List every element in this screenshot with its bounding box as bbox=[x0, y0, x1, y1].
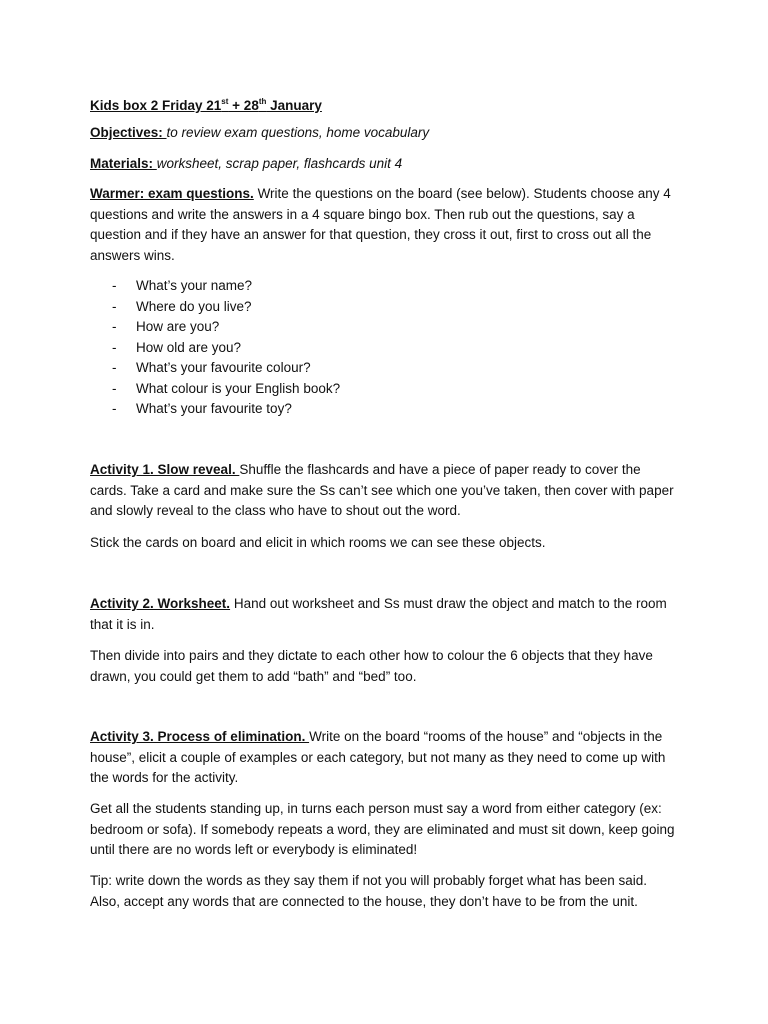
objectives-label: Objectives: bbox=[90, 125, 167, 140]
dash-bullet-icon: - bbox=[112, 401, 117, 416]
activity2-heading: Activity 2. Worksheet. bbox=[90, 596, 231, 611]
activity3-paragraph-2: Get all the students standing up, in turns each person must say a word from either category (ex: bedroom or sofa). If somebody repeats a word, they are eliminated and must sit down, keep going until there are no words left or everybody is eliminated! bbox=[90, 801, 675, 857]
title-text-end: January bbox=[266, 98, 322, 113]
activity3-tip: Tip: write down the words as they say them if not you will probably forget what has been said. Also, accept any words that are connected to the house, they don’t have to be from the unit. bbox=[90, 873, 648, 909]
dash-bullet-icon: - bbox=[112, 319, 117, 334]
dash-bullet-icon: - bbox=[112, 339, 117, 355]
dash-bullet-icon: - bbox=[112, 380, 117, 396]
activity3-paragraph bbox=[90, 727, 680, 789]
materials-line bbox=[90, 154, 680, 175]
activity3-text: Write on the board “rooms of the house” and “objects in the house”, elicit a couple of examples or each category, but not many as they need to come up with the words for the activity. bbox=[90, 729, 666, 785]
page-title bbox=[90, 92, 680, 117]
materials-text: worksheet, scrap paper, flashcards unit 4 bbox=[156, 156, 403, 171]
dash-bullet-icon: - bbox=[112, 360, 117, 375]
warmer-text: Write the questions on the board (see below). Students choose any 4 questions and write the answers in a 4 square bingo box. Then rub out the questions, say a question and if they have an answer for that question, they cross it out, first to cross out all the answers wins. bbox=[90, 186, 671, 263]
objectives-line bbox=[90, 123, 680, 144]
dash-bullet-icon: - bbox=[112, 298, 117, 314]
title-text: Kids box 2 Friday 21 bbox=[90, 98, 222, 113]
objectives-text: to review exam questions, home vocabulary bbox=[166, 125, 430, 140]
activity2-paragraph bbox=[90, 594, 680, 635]
list-item: - How are you? bbox=[112, 317, 672, 338]
dash-bullet-icon: - bbox=[112, 278, 117, 293]
activity1-paragraph bbox=[90, 460, 680, 522]
list-item: - What colour is your English book? bbox=[112, 379, 672, 400]
list-item: - How old are you? bbox=[112, 338, 672, 359]
list-item: - Where do you live? bbox=[112, 297, 672, 318]
activity3-heading: Activity 3. Process of elimination. bbox=[90, 729, 310, 744]
activity2-paragraph-2: Then divide into pairs and they dictate to each other how to colour the 6 objects that they have drawn, you could get them to add “bath” and “bed” too. bbox=[90, 648, 653, 684]
activity1-paragraph-2: Stick the cards on board and elicit in which rooms we can see these objects. bbox=[90, 535, 546, 550]
warmer-heading: Warmer: exam questions. bbox=[90, 186, 254, 201]
activity2-text: Hand out worksheet and Ss must draw the object and match to the room that it is in. bbox=[90, 596, 667, 632]
list-item: - What’s your favourite toy? bbox=[112, 399, 672, 420]
title-text-mid: + 28 bbox=[228, 98, 259, 113]
activity1-heading: Activity 1. Slow reveal. bbox=[90, 462, 240, 477]
warmer-paragraph bbox=[90, 184, 680, 266]
title-superscript-st: st bbox=[221, 97, 229, 106]
materials-label: Materials: bbox=[90, 156, 157, 171]
exam-questions-list bbox=[112, 276, 672, 420]
list-item: - What’s your name? bbox=[112, 276, 672, 297]
list-item: - What’s your favourite colour? bbox=[112, 358, 672, 379]
title-superscript-th: th bbox=[258, 97, 267, 106]
activity1-text: Shuffle the flashcards and have a piece of paper ready to cover the cards. Take a card and make sure the Ss can’t see which one you’ve taken, then cover with paper and slowly reveal to the class who have to shout out the word. bbox=[90, 462, 674, 518]
